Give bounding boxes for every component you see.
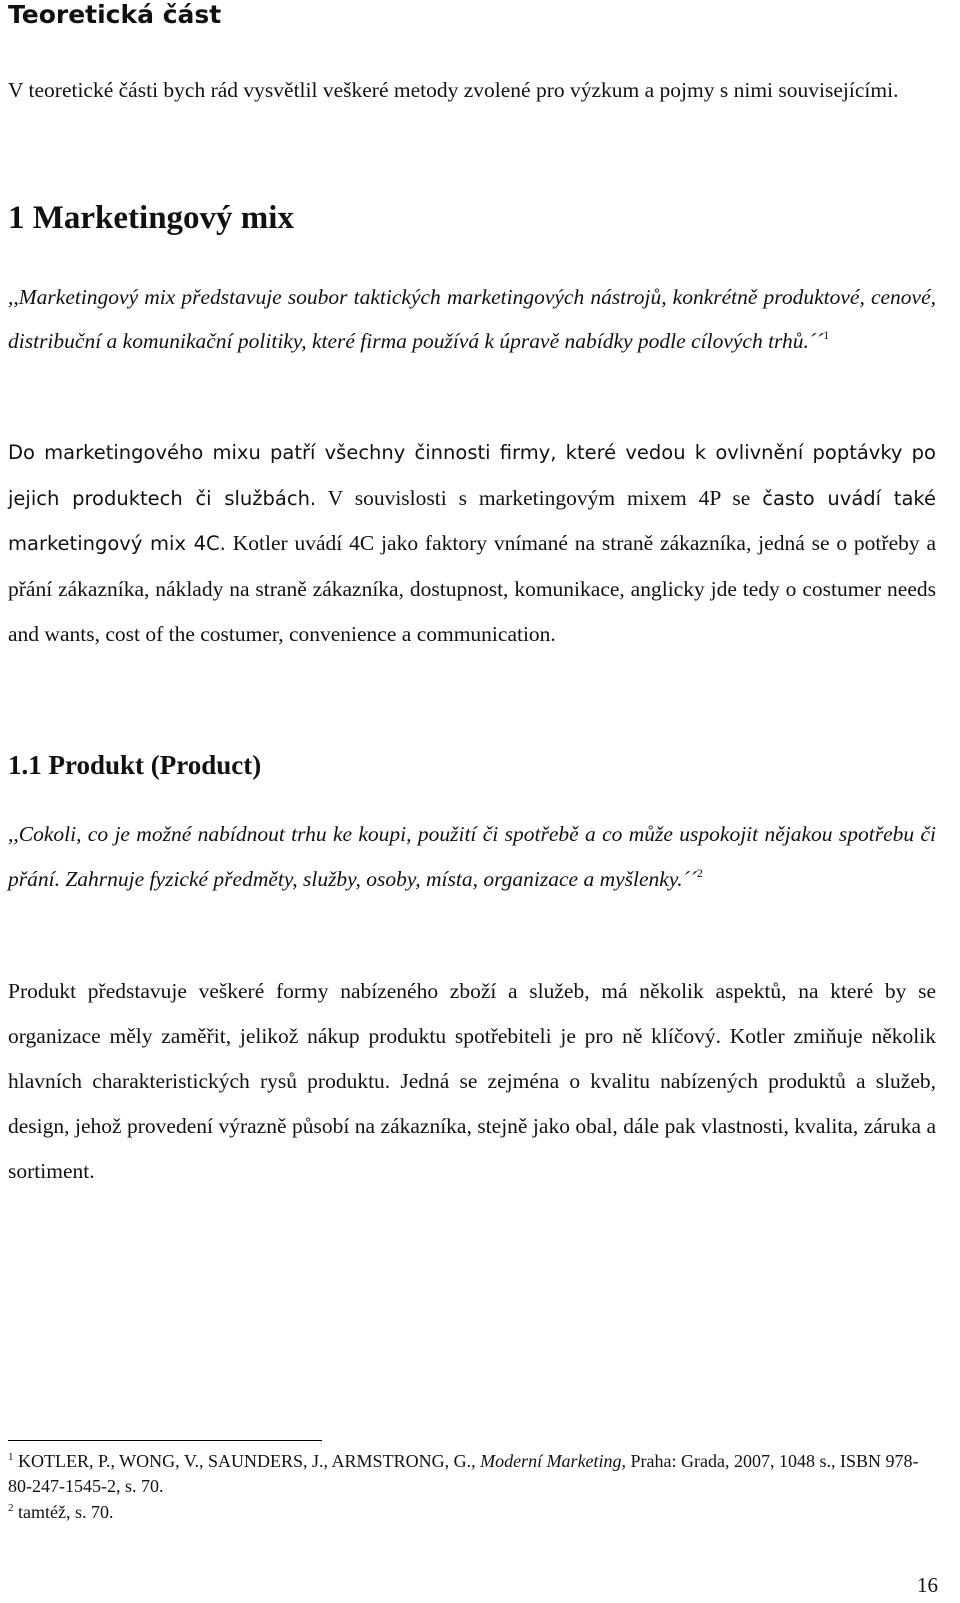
footnote-separator — [8, 1440, 322, 1441]
footnote-1-book-title: Moderní Marketing — [480, 1451, 622, 1471]
footnote-2-number: 2 — [8, 1502, 14, 1514]
footnote-1-text-b: , Praha: Grada, 2007, 1048 s., ISBN 978-80-247-1545-2, s. 70. — [8, 1451, 919, 1496]
definition-quote-1 — [8, 275, 936, 363]
product-paragraph: Produkt představuje veškeré formy nabízeného zboží a služeb, má několik aspektů, na které by se organizace měly zaměřit, jelikož nákup produktu spotřebiteli je pro ně klíčový. Kotler zmiňuje několik hlavních charakteristických rysů produktu. Jedná se zejména o kvalitu nabízených produktů a služeb, design, jehož provedení výrazně působí na zákazníka, stejně jako obal, dále pak vlastnosti, kvalita, záruka a sortiment. — [8, 979, 936, 1183]
footnote-1 — [8, 1449, 936, 1499]
section-heading-1-1: 1.1 Produkt (Product) — [8, 750, 262, 780]
paragraph-text-c: často uvádí také marketingový mix 4C. — [8, 486, 936, 555]
marketing-mix-paragraph — [8, 430, 936, 658]
definition-quote-2 — [8, 812, 936, 902]
page-number: 16 — [917, 1573, 938, 1597]
footnote-2 — [8, 1500, 936, 1525]
quote-text: ,,Cokoli, co je možné nabídnout trhu ke koupi, použití či spotřebě a co může uspokojit nějakou spotřebu či přání. Zahrnuje fyzické předměty, služby, osoby, místa, organizace a myšlenky. — [8, 822, 936, 891]
paragraph-text-a: Do marketingového mixu patří všechny činnosti firmy, které vedou k ovlivnění poptávky po jejich produktech či službách. — [8, 441, 936, 510]
quote-close-mark: ´´ — [808, 329, 824, 353]
quote-text: ,,Marketingový mix představuje soubor taktických marketingových nástrojů, konkrétně produktové, cenové, distribuční a komunikační politiky, které firma používá k úpravě nabídky podle cílových trhů. — [8, 285, 936, 353]
footnote-ref-1[interactable]: 1 — [823, 328, 830, 342]
footnote-ref-2[interactable]: 2 — [696, 866, 703, 880]
paragraph-text-d: Kotler uvádí 4C jako faktory vnímané na straně zákazníka, jedná se o potřeby a přání zákazníka, náklady na straně zákazníka, dostupnost, komunikace, anglicky jde tedy o costumer needs and wants, cost of the costumer, convenience a communication. — [8, 531, 936, 646]
chapter-heading: Teoretická část — [8, 0, 222, 29]
footnote-1-number: 1 — [8, 1451, 14, 1463]
footnote-1-text-a: KOTLER, P., WONG, V., SAUNDERS, J., ARMSTRONG, G., — [13, 1451, 481, 1471]
section-heading-1: 1 Marketingový mix — [8, 200, 294, 236]
quote-close-mark: ´´ — [682, 867, 697, 891]
paragraph-text-b: V souvislosti s marketingovým mixem 4P se — [316, 485, 751, 510]
intro-paragraph: V teoretické části bych rád vysvětlil veškeré metody zvolené pro výzkum a pojmy s nimi souvisejícími. — [8, 78, 899, 102]
footnote-2-text: tamtéž, s. 70. — [13, 1502, 114, 1522]
